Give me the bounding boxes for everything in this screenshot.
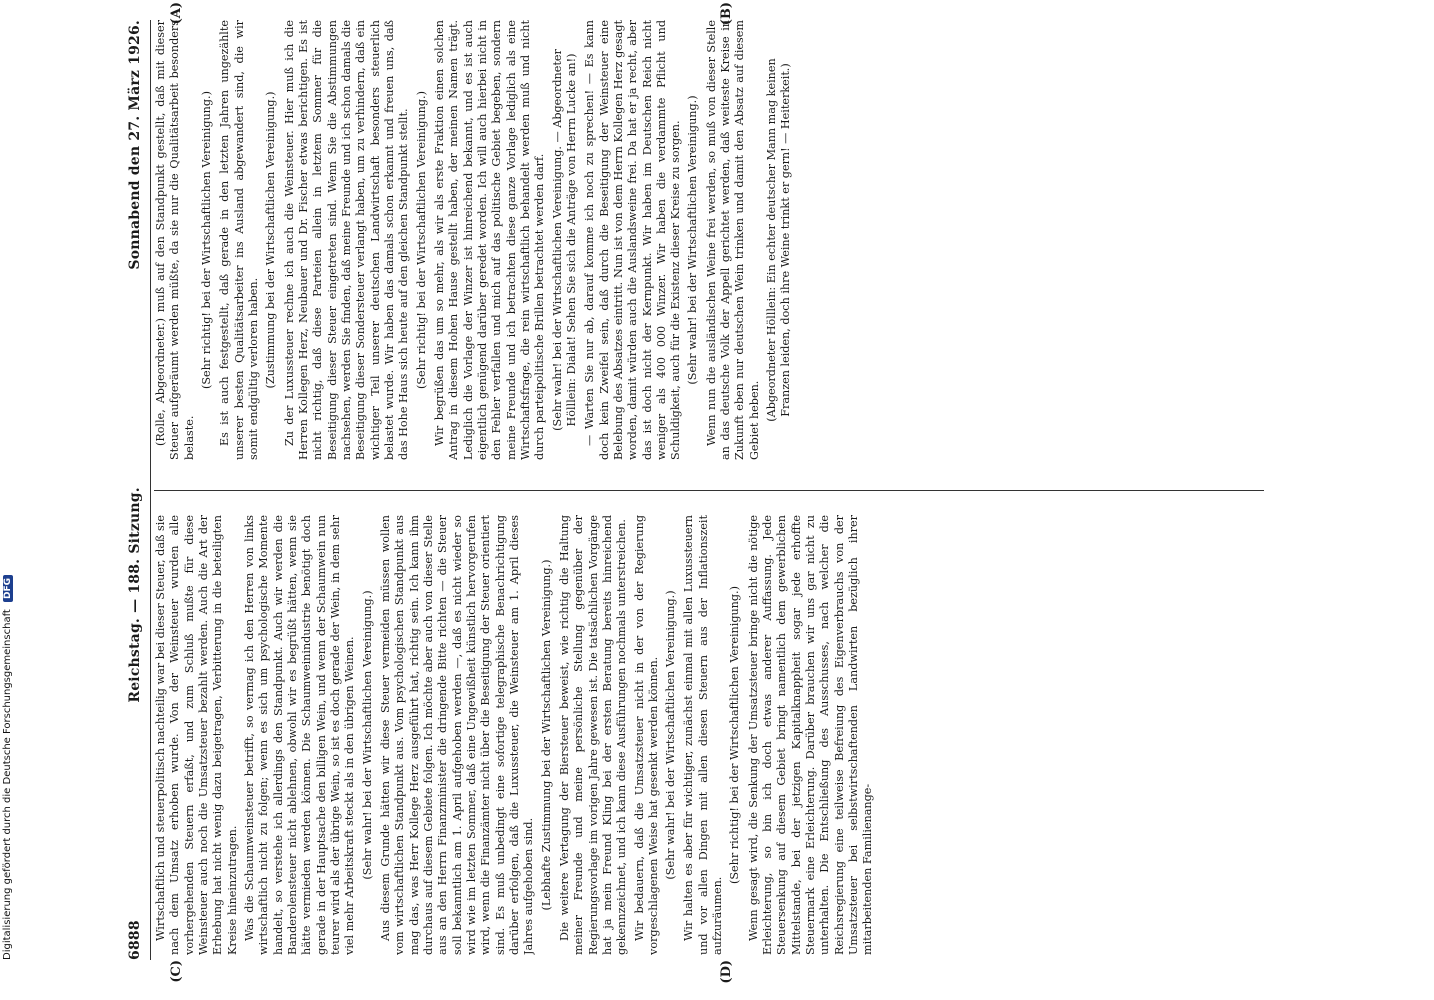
reaction-note: (Sehr richtig! bei der Wirtschaftlichen Vereinigung.): [728, 586, 742, 884]
reaction-note: (Sehr wahr! bei der Wirtschaftlichen Vereinigung.): [664, 590, 678, 880]
paragraph: (Rolle, Abgeordneter.) muß auf den Standpunkt gestellt, daß mit dieser Steuer aufgeräumt werden müßte, da sie nur die Qualitätsarbeit besonders belaste.: [154, 20, 196, 460]
header-rule: [150, 20, 151, 960]
margin-mark-b: (B): [719, 2, 734, 26]
reaction-note: (Sehr wahr! bei der Wirtschaftlichen Vereinigung.): [360, 590, 374, 880]
footer-text: Digitalisierung gefördert durch die Deutsche Forschungsgemeinschaft: [2, 609, 13, 960]
paragraph: Was die Schaumweinsteuer betrifft, so vermag ich den Herren von links wirtschaftlich nicht zu folgen; wenn es sich um psychologische Momente handelt, so verstehe ich allerdings den Standpunkt. Auch wir werden die Banderolensteuer nicht ablehnen, obwohl wir es begrüßt hätten, wenn sie hätte vermieden werden können. Die Schaumweinindustrie benötigt doch gerade in der Hauptsache den billigen Wein, und wenn der Schaumwein nun teurer wird als der übrige Wein, so ist es doch gerade der Wein, in dem sehr viel mehr Arbeitskraft steckt als in den übrigen Weinen.: [242, 515, 357, 955]
paragraph: Wir bedauern, daß die Umsatzsteuer nicht in der von der Regierung vorgeschlagenen Weise hat gesenkt werden können.: [632, 515, 660, 955]
paragraph: Aus diesem Grunde hätten wir diese Steuer vermeiden müssen wollen vom wirtschaftlichen Standpunkt aus. Vom psychologischen Standpunkt aus mag das, was Herr Kollege Herz ausgeführt hat, richtig sein. Ich kann ihm durchaus auf diesem Gebiete folgen. Ich möchte aber auch von dieser Stelle aus an den Herrn Finanzminister die dringende Bitte richten — die Steuer soll bekanntlich am 1. April aufgehoben werden —, daß es nicht wieder so wird wie im letzten Sommer, daß eine Ungewißheit künstlich hervorgerufen wird, wenn die Finanzämter nicht über die Beseitigung der Steuer orientiert sind. Es muß unbedingt eine sofortige telegraphische Benachrichtigung darüber erfolgen, daß die Luxussteuer, die Weinsteuer am 1. April dieses Jahres aufgehoben sind.: [378, 515, 536, 955]
dfg-logo: DFG: [3, 575, 13, 602]
left-column: [154, 20, 1264, 460]
reaction-note: (Sehr wahr! bei der Wirtschaftlichen Vereinigung. — Abgeordneter Hölllein: Dialat! Sehen Sie sich die Anträge von Herrn Lucke an!): [550, 49, 578, 431]
paragraph: Wir halten es aber für wichtiger, zunächst einmal mit allen Luxussteuern und vor allen Dingen mit allen diesen Steuern aus der Inflationszeit aufzuräumen.: [682, 515, 725, 955]
reaction-note: (Zustimmung bei der Wirtschaftlichen Vereinigung.): [264, 91, 278, 389]
right-column: [154, 515, 1264, 955]
margin-mark-c: (C): [169, 960, 184, 983]
page-title: Reichstag. — 188. Sitzung.: [127, 487, 143, 703]
reaction-note: (Sehr wahr! bei der Wirtschaftlichen Vereinigung.): [686, 95, 700, 385]
page-header: [124, 20, 146, 960]
paragraph: — Warten Sie nur ab, darauf komme ich noch zu sprechen! — Es kann doch kein Zweifel sein, daß durch die Beseitigung der Weinsteuer eine Belebung des Absatzes eintritt. Nun ist von dem Herrn Kollegen Herz gesagt worden, damit würden auch die Auslandsweine frei. Da hat er ja recht, aber das ist doch nicht der Kernpunkt. Wir haben im Deutschen Reich nicht weniger als 400 000 Winzer. Wir haben die verdammte Pflicht und Schuldigkeit, auch für die Existenz dieser Kreise zu sorgen.: [583, 20, 683, 460]
column-divider: [154, 490, 1264, 491]
reaction-note: (Sehr richtig! bei der Wirtschaftlichen Vereinigung.): [199, 91, 213, 389]
paragraph: Es ist auch festgestellt, daß gerade in den letzten Jahren ungezählte unserer besten Qualitätsarbeiter ins Ausland abgewandert sind, die wir somit endgültig verloren haben.: [218, 20, 260, 460]
digitization-footer: [2, 575, 13, 960]
page-date: Sonnabend den 27. März 1926.: [127, 20, 143, 270]
page-number: 6888: [127, 920, 143, 960]
margin-mark-a: (A): [169, 2, 184, 25]
paragraph: Zu der Luxussteuer rechne ich auch die Weinsteuer. Hier muß ich die Herren Kollegen Herz, Neubauer und Dr. Fischer etwas berichtigen. Es ist nicht richtig, daß diese Parteien allein in letztem Sommer für die Beseitigung dieser Steuer eingetreten sind. Wenn Sie die Abstimmungen nachsehen, werden Sie finden, daß meine Freunde und ich schon damals die Beseitigung dieser Sondersteuer verlangt haben, um zu verhindern, daß ein wichtiger Teil unserer deutschen Landwirtschaft besonders steuerlich belastet wurde. Wir haben das damals schon erkannt und freuen uns, daß das Hohe Haus sich heute auf den gleichen Standpunkt stellt.: [282, 20, 411, 460]
paragraph: Wirtschaftlich und steuerpolitisch nachteilig war bei dieser Steuer, daß sie nach dem Umsatz erhoben wurde. Von der Weinsteuer wurden alle vorhergehenden Steuern erfaßt, und zum Schluß mußte für diese Weinsteuer auch noch die Umsatzsteuer bezahlt werden. Auch die Art der Erhebung hat nicht wenig dazu beigetragen, Verbitterung in die beteiligten Kreise hineinzutragen.: [154, 515, 239, 955]
reaction-note: (Abgeordneter Hölllein: Ein echter deutscher Mann mag keinen Franzen leiden, doch ihre Weine trinkt er gern! — Heiterkeit.): [765, 58, 793, 422]
reaction-note: (Lebhafte Zustimmung bei der Wirtschaftlichen Vereinigung.): [539, 559, 553, 911]
reaction-note: (Sehr richtig! bei der Wirtschaftlichen Vereinigung.): [414, 91, 428, 389]
paragraph: Wenn nun die ausländischen Weine frei werden, so muß von dieser Stelle an das deutsche Volk der Appell gerichtet werden, daß weiteste Kreise in Zukunft eben nur deutschen Wein trinken und damit den Absatz auf diesem Gebiet heben.: [704, 20, 761, 460]
paragraph: Wenn gesagt wird, die Senkung der Umsatzsteuer bringe nicht die nötige Erleichterung, so bin ich doch etwas anderer Auffassung. Jede Steuersenkung auf diesem Gebiet bringt namentlich dem gewerblichen Mittelstande, bei der jetzigen Kapitalknappheit sogar jede erhoffte Steuermark eine Erleichterung. Darüber brauchen wir uns gar nicht zu unterhalten. Die Entschließung des Ausschusses, nach welcher die Reichsregierung eine teilweise Befreiung des Eigenverbrauchs von der Umsatzsteuer bei selbstwirtschaftenden Landwirten bezüglich ihrer mitarbeitenden Familienange-: [746, 515, 875, 955]
margin-mark-d: (D): [719, 960, 734, 984]
paragraph: Die weitere Vertagung der Biersteuer beweist, wie richtig die Haltung meiner Freunde und meine persönliche Stellung gegenüber der Regierungsvorlage im vorigen Jahre gewesen ist. Die tatsächlichen Vorgänge hat ja mein Freund Kling bei der ersten Beratung bereits hinreichend gekennzeichnet, und ich kann diese Ausführungen nochmals unterstreichen.: [557, 515, 629, 955]
paragraph: Wir begrüßen das um so mehr, als wir als erste Fraktion einen solchen Antrag in diesem Hohen Hause gestellt haben, der meinen Namen trägt. Lediglich die Vorlage der Winzer ist hinreichend bekannt, und es ist auch eigentlich genügend darüber geredet worden. Ich will auch hierbei nicht in den Fehler verfallen und mich auf das politische Gebiet begeben, sondern meine Freunde und ich betrachten diese ganze Vorlage lediglich als eine Wirtschaftsfrage, die rein wirtschaftlich behandelt werden muß und nicht durch parteipolitische Brillen betrachtet werden darf.: [432, 20, 547, 460]
